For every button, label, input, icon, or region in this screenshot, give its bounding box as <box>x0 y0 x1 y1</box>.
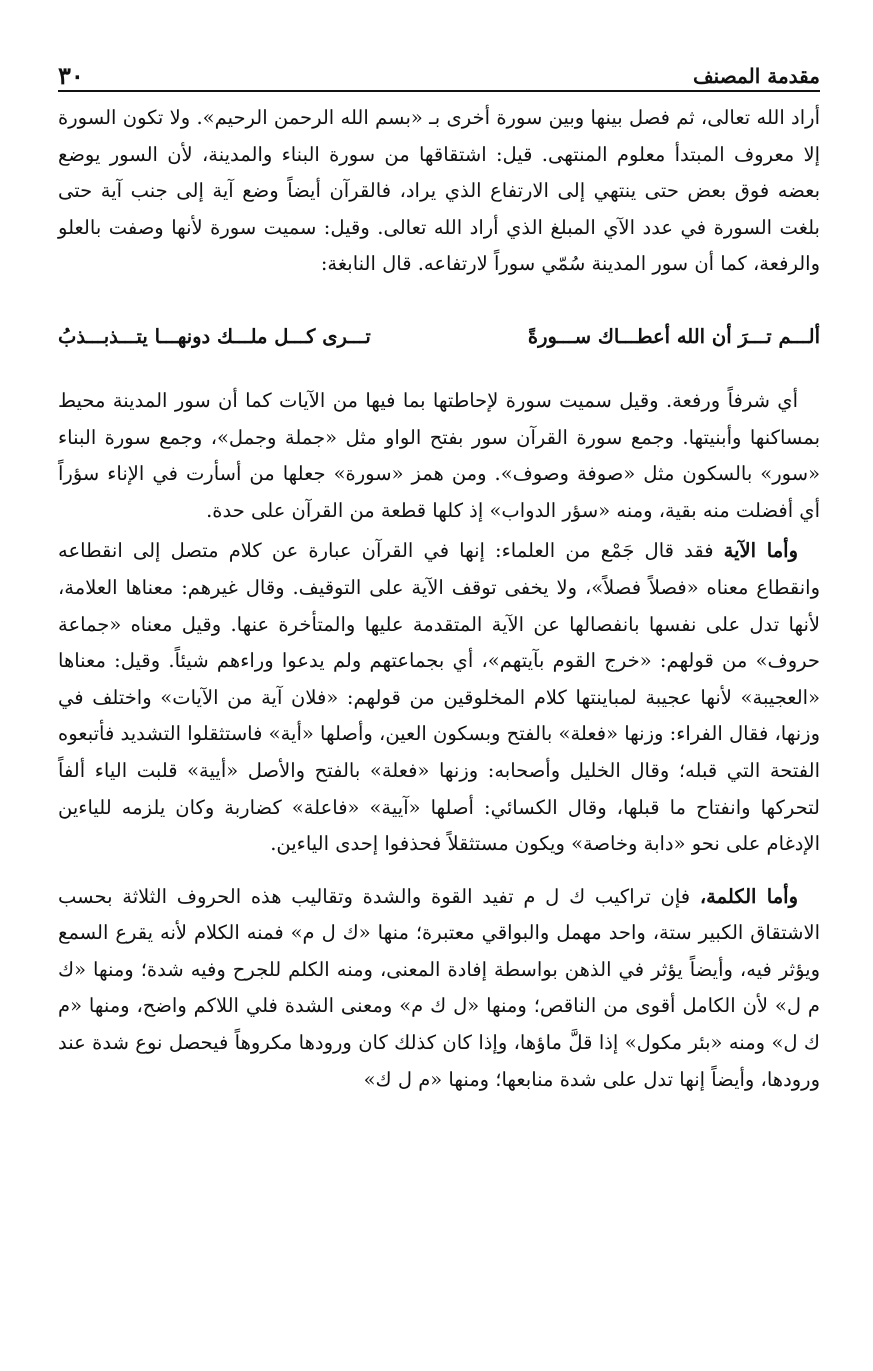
poetry-verse <box>58 319 820 355</box>
paragraph-surah-plural: أي شرفاً ورفعة. وقيل سميت سورة لإحاطتها بما فيها من الآيات كما أن سور المدينة محيط بمساكنها وأبنيتها. وجمع سورة القرآن سور بفتح الواو مثل «جملة وجمل»، وجمع سورة البناء «سور» بالسكون مثل «صوفة وصوف». ومن همز «سورة» جعلها من أسأرت في الإناء سؤراً أي أفضلت منه بقية، ومنه «سؤر الدواب» إذ كلها قطعة من القرآن على حدة. <box>58 388 820 522</box>
ayah-heading: وأما الآية <box>723 539 799 563</box>
paragraph-ayah <box>58 533 820 862</box>
verse-first-hemistich: ألـــم تـــرَ أن الله أعطـــاك ســـورةً <box>527 324 820 348</box>
page-number: ٣٠ <box>58 61 84 90</box>
paragraph-kalimah <box>58 879 820 1099</box>
kalimah-body: فإن تراكيب ك ل م تفيد القوة والشدة وتقاليب هذه الحروف الثلاثة بحسب الاشتقاق الكبير ستة، واحد مهمل والبواقي معتبرة؛ منها «ك ل م» فمنه الكلام لأنه يقرع السمع ويؤثر فيه، وأيضاً يؤثر في الذهن بواسطة إفادة المعنى، ومنه الكلم للجرح وفيه شدة؛ ومنها «ك م ل» لأن الكامل أقوى من الناقص؛ ومنها «ل ك م» ومعنى الشدة فلي اللاكم واضح، ومنها «م ك ل» ومنه «بئر مكول» إذا قلَّ ماؤها، وإذا كان كذلك كان ورودها مكروهاً فيحصل نوع شدة عند ورودها، وأيضاً إنها تدل على شدة منابعها؛ ومنها «م ل ك» <box>58 884 820 1091</box>
kalimah-heading: وأما الكلمة، <box>699 884 798 908</box>
section-title: مقدمة المصنف <box>692 64 820 88</box>
ayah-body: فقد قال جَمْع من العلماء: إنها في القرآن عبارة عن كلام متصل إلى انقطاعه وانقطاع معناه «فصلاً فصلاً»، ولا يخفى توقف الآية على التوقيف. وقال غيرهم: معناها العلامة، لأنها تدل على نفسها بانفصالها عن الآية المتقدمة عليها والمتأخرة عنها. وقيل معناه «جماعة حروف» من قولهم: «خرج القوم بآيتهم»، أي بجماعتهم ولم يدعوا وراءهم شيئاً. وقيل: معناها «العجيبة» لأنها عجيبة لمباينتها كلام المخلوقين من قولهم: «فلان آية من الآيات» واختلف في وزنها، فقال الفراء: وزنها «فعلة» بالفتح وبسكون العين، وأصلها «أية» فاستثقلوا التشديد فأتبعوه الفتحة التي قبله؛ وقال الخليل وأصحابه: وزنها «فعلة» بالفتح والأصل «أيية» قلبت الياء ألفاً لتحركها وانفتاح ما قبلها، وقال الكسائي: أصلها «آيية» «فاعلة» كضاربة وكان يلزمه للياءين الإدغام على نحو «دابة وخاصة» ويكون مستثقلاً فحذفوا إحدى الياءين. <box>58 539 820 856</box>
paragraph-surah-etymology: أراد الله تعالى، ثم فصل بينها وبين سورة أخرى بـ «بسم الله الرحمن الرحيم». ولا تكون السورة إلا معروف المبتدأ معلوم المنتهى. قيل: اشتقاقها من سورة البناء والمدينة، لأن السور يوضع بعضه فوق بعض حتى ينتهي إلى الارتفاع الذي يراد، فالقرآن أيضاً وضع آية إلى جنب آية حتى بلغت السورة في عدد الآي المبلغ الذي أراد الله تعالى. وقيل: سميت سورة لأنها وصفت بالعلو والرفعة، كما أن سور المدينة سُمّي سوراً لارتفاعه. قال النابغة: <box>58 106 820 276</box>
verse-second-hemistich: تـــرى كـــل ملـــك دونهـــا يتـــذبـــذبُ <box>58 324 371 348</box>
running-header <box>58 50 820 92</box>
book-page <box>58 50 820 1350</box>
